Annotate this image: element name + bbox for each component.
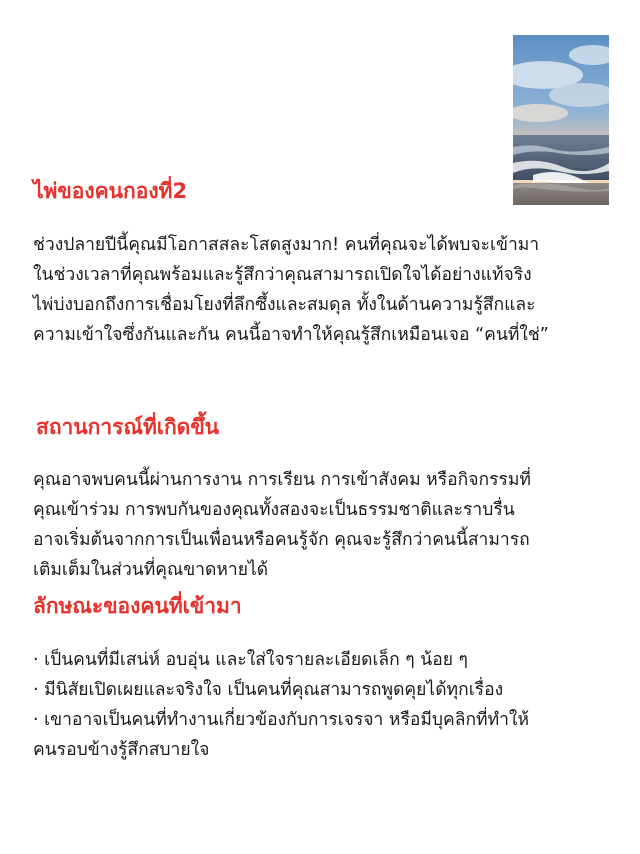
paragraph-line: ในช่วงเวลาที่คุณพร้อมและรู้สึกว่าคุณสามารถเปิดใจได้อย่างแท้จริง — [33, 265, 532, 285]
list-item: คนรอบข้างรู้สึกสบายใจ — [33, 740, 210, 760]
section-title-card-reading: ไพ่ของคนกองที่2 — [33, 179, 188, 203]
sea-waves-sky-icon — [513, 35, 609, 205]
paragraph-line: คุณเข้าร่วม การพบกันของคุณทั้งสองจะเป็นธรรมชาติและราบรื่น — [33, 500, 515, 520]
section-title-situation: สถานการณ์ที่เกิดขึ้น — [36, 415, 220, 439]
paragraph-line: คุณอาจพบคนนี้ผ่านการงาน การเรียน การเข้าสังคม หรือกิจกรรมที่ — [33, 470, 531, 490]
section-title-traits: ลักษณะของคนที่เข้ามา — [33, 594, 242, 618]
paragraph-line: ช่วงปลายปีนี้คุณมีโอกาสสละโสดสูงมาก! คนที่คุณจะได้พบจะเข้ามา — [33, 235, 540, 255]
paragraph-line: เติมเต็มในส่วนที่คุณขาดหายได้ — [33, 560, 269, 580]
situation-paragraph — [33, 465, 531, 585]
card-reading-paragraph — [33, 230, 549, 350]
paragraph-line: ไพ่บ่งบอกถึงการเชื่อมโยงที่ลึกซึ้งและสมดุล ทั้งในด้านความรู้สึกและ — [33, 295, 536, 315]
traits-list — [33, 645, 529, 765]
list-item: · เป็นคนที่มีเสน่ห์ อบอุ่น และใส่ใจรายละเอียดเล็ก ๆ น้อย ๆ — [33, 650, 468, 670]
sea-waves-sky-photo — [513, 35, 609, 205]
paragraph-line: อาจเริ่มต้นจากการเป็นเพื่อนหรือคนรู้จัก คุณจะรู้สึกว่าคนนี้สามารถ — [33, 530, 530, 550]
list-item: · มีนิสัยเปิดเผยและจริงใจ เป็นคนที่คุณสามารถพูดคุยได้ทุกเรื่อง — [33, 680, 504, 700]
list-item: · เขาอาจเป็นคนที่ทำงานเกี่ยวข้องกับการเจรจา หรือมีบุคลิกที่ทำให้ — [33, 710, 530, 730]
paragraph-line: ความเข้าใจซึ่งกันและกัน คนนี้อาจทำให้คุณรู้สึกเหมือนเจอ “คนที่ใช่” — [33, 325, 549, 345]
